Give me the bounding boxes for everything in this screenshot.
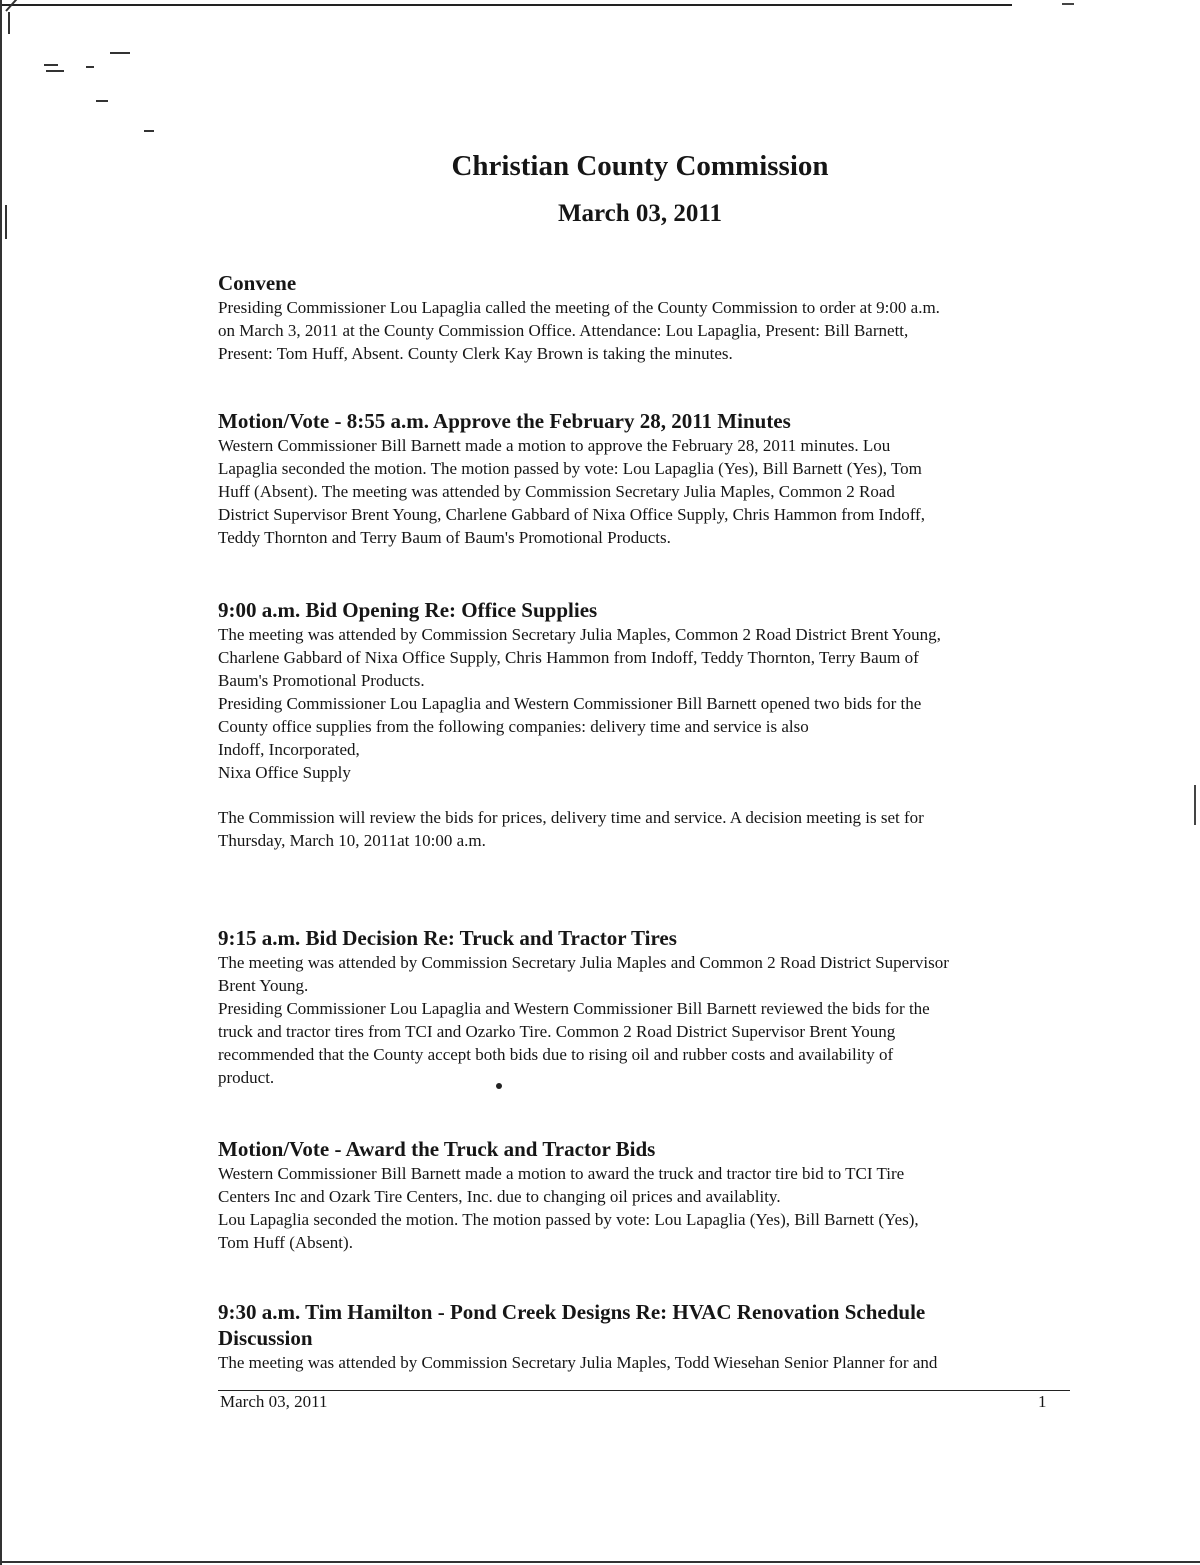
section-heading: 9:15 a.m. Bid Decision Re: Truck and Tractor Tires [218,926,677,950]
text-line: Thursday, March 10, 2011at 10:00 a.m. [218,831,486,850]
text-line: Presiding Commissioner Lou Lapaglia and Western Commissioner Bill Barnett opened two bids for the [218,694,922,713]
section-bid-opening-review [218,806,1078,852]
scan-edge-left [0,0,2,1565]
section-convene [218,270,1078,365]
text-line: Huff (Absent). The meeting was attended by Commission Secretary Julia Maples, Common 2 Road [218,482,895,501]
text-line: product. [218,1068,275,1087]
section-bid-decision [218,925,1078,1089]
scan-speck [496,1083,502,1089]
text-line: Lapaglia seconded the motion. The motion passed by vote: Lou Lapaglia (Yes), Bill Barnett (Yes), Tom [218,459,922,478]
text-line: Baum's Promotional Products. [218,671,425,690]
scan-speck [86,66,94,68]
text-line: Lou Lapaglia seconded the motion. The motion passed by vote: Lou Lapaglia (Yes), Bill Barnett (Yes), [218,1210,919,1229]
text-line: Presiding Commissioner Lou Lapaglia called the meeting of the County Commission to order at 9:00 a.m. [218,298,940,317]
text-line: on March 3, 2011 at the County Commission Office. Attendance: Lou Lapaglia, Present: Bill Barnett, [218,321,909,340]
text-line: Charlene Gabbard of Nixa Office Supply, Chris Hammon from Indoff, Teddy Thornton, Terry Baum of [218,648,919,667]
section-bid-opening [218,597,1078,784]
text-line: District Supervisor Brent Young, Charlene Gabbard of Nixa Office Supply, Chris Hammon from Indoff, [218,505,925,524]
text-line: Nixa Office Supply [218,763,351,782]
text-line: Present: Tom Huff, Absent. County Clerk Kay Brown is taking the minutes. [218,344,733,363]
section-award-bids [218,1136,1078,1254]
text-line: Centers Inc and Ozark Tire Centers, Inc. due to changing oil prices and availablity. [218,1187,781,1206]
scan-edge-top [0,4,1012,6]
text-line: Teddy Thornton and Terry Baum of Baum's Promotional Products. [218,528,671,547]
section-approve-minutes [218,408,1078,549]
section-heading: Motion/Vote - Award the Truck and Tractor Bids [218,1137,656,1161]
scan-edge-mark [1062,3,1074,5]
text-line: The Commission will review the bids for prices, delivery time and service. A decision meeting is set for [218,808,924,827]
footer-date: March 03, 2011 [220,1392,328,1411]
text-line: Tom Huff (Absent). [218,1233,353,1252]
scan-mark [8,12,10,34]
text-line: Indoff, Incorporated, [218,740,360,759]
scan-speck [96,100,108,102]
scan-edge-bottom [0,1561,1200,1563]
page-number: 1 [1038,1392,1047,1411]
scan-speck [46,70,64,72]
text-line: The meeting was attended by Commission Secretary Julia Maples and Common 2 Road District Supervisor [218,953,949,972]
text-line: Brent Young. [218,976,309,995]
footer-rule [218,1390,1070,1391]
scan-speck [144,130,154,132]
section-heading-continued: Discussion [218,1326,313,1350]
text-line: Western Commissioner Bill Barnett made a motion to award the truck and tractor tire bid to TCI Tire [218,1164,905,1183]
text-line: truck and tractor tires from TCI and Ozarko Tire. Common 2 Road District Supervisor Brent Young [218,1022,896,1041]
section-heading: Motion/Vote - 8:55 a.m. Approve the February 28, 2011 Minutes [218,409,791,433]
text-line: The meeting was attended by Commission Secretary Julia Maples, Common 2 Road District Brent Young, [218,625,941,644]
section-heading: 9:30 a.m. Tim Hamilton - Pond Creek Designs Re: HVAC Renovation Schedule [218,1300,926,1324]
section-heading: Convene [218,271,297,295]
document-date: March 03, 2011 [557,200,723,227]
scan-speck [44,64,58,66]
section-hvac-discussion [218,1299,1078,1374]
scan-mark [1194,785,1196,825]
section-heading: 9:00 a.m. Bid Opening Re: Office Supplies [218,598,598,622]
text-line: County office supplies from the following companies: delivery time and service is also [218,717,809,736]
document-title: Christian County Commission [451,150,829,182]
text-line: recommended that the County accept both bids due to rising oil and rubber costs and availability of [218,1045,894,1064]
text-line: Western Commissioner Bill Barnett made a motion to approve the February 28, 2011 minutes. Lou [218,436,891,455]
scan-speck [110,52,130,54]
text-line: Presiding Commissioner Lou Lapaglia and Western Commissioner Bill Barnett reviewed the bids for the [218,999,930,1018]
text-line: The meeting was attended by Commission Secretary Julia Maples, Todd Wiesehan Senior Planner for and [218,1353,938,1372]
